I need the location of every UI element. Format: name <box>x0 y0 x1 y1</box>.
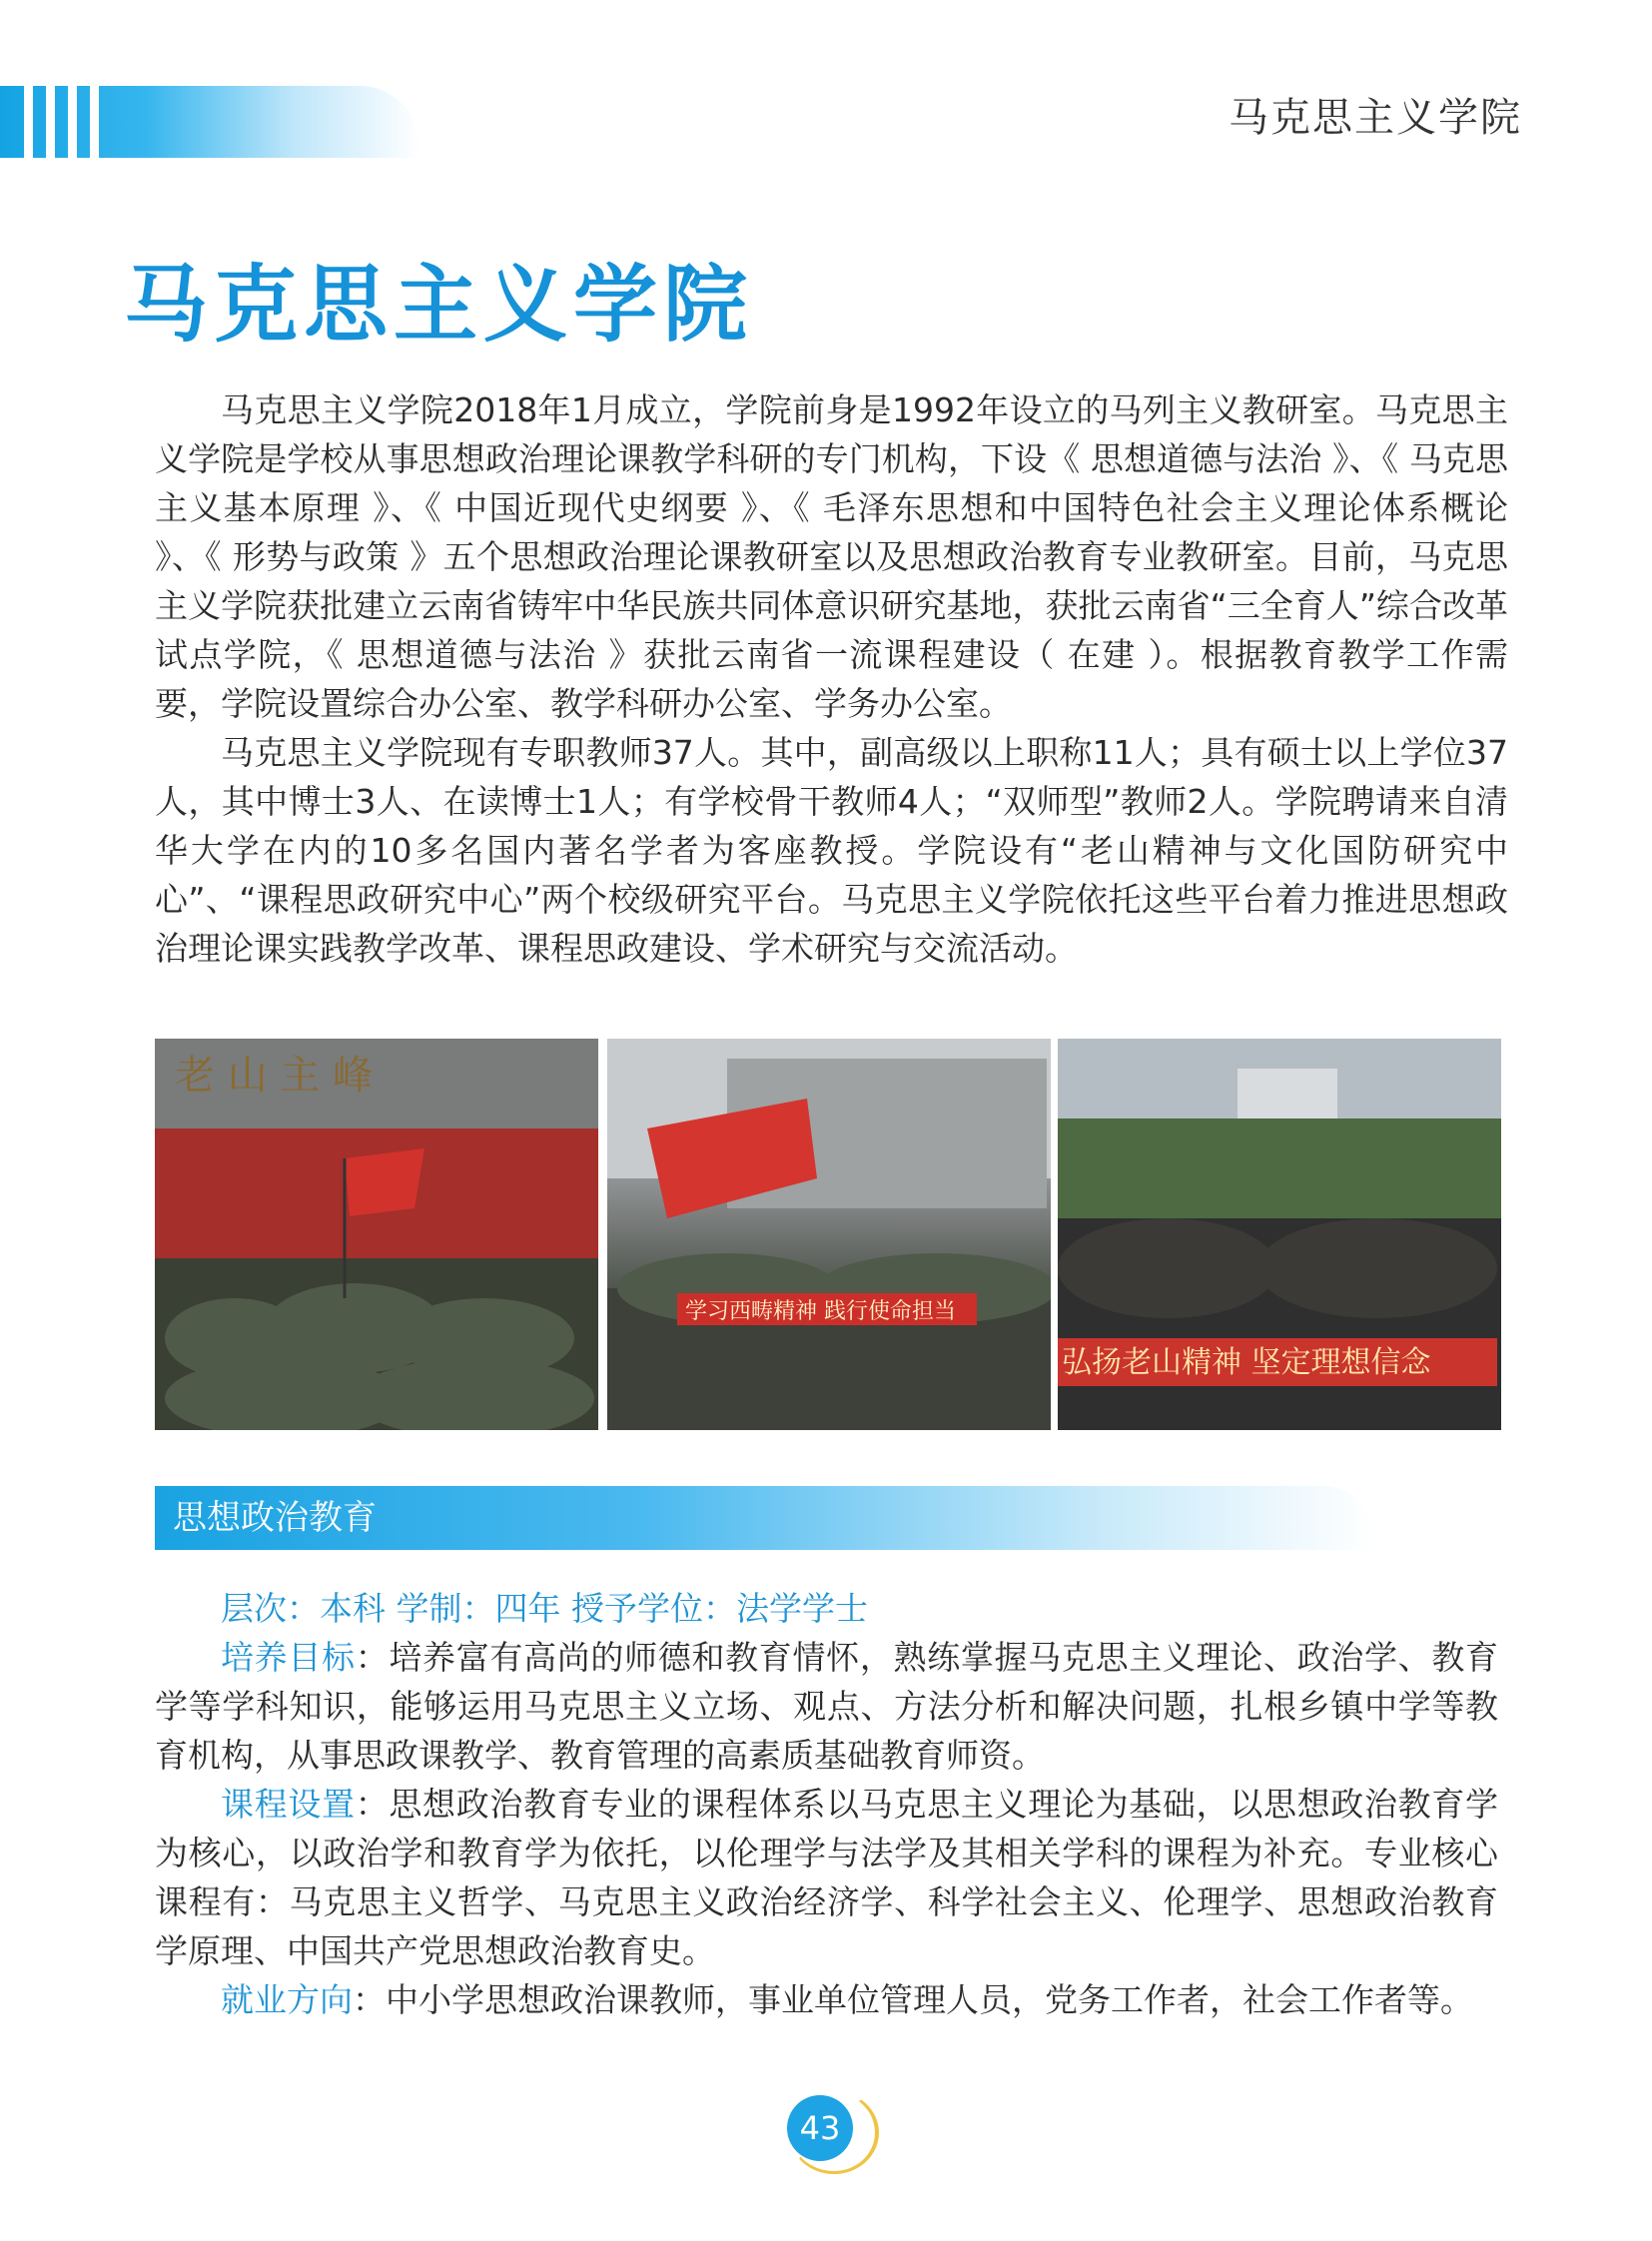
section-body <box>155 1584 1498 2024</box>
intro-paragraph: 马克思主义学院现有专职教师37人。其中，副高级以上职称11人；具有硕士以上学位37人，其中博士3人、在读博士1人；有学校骨干教师4人；“双师型”教师2人。学院聘请来自清华大学在内的10多名国内著名学者为客座教授。学院设有“老山精神与文化国防研究中心”、“课程思政研究中心”两个校级研究平台。马克思主义学院依托这些平台着力推进思想政治理论课实践教学改革、课程思政建设、学术研究与交流活动。 <box>155 733 1508 968</box>
curriculum <box>155 1780 1498 1975</box>
intro-text <box>155 385 1508 973</box>
career-label: 就业方向 <box>221 1980 353 2019</box>
training-goal-label: 培养目标 <box>221 1638 356 1677</box>
training-goal <box>155 1633 1498 1780</box>
section-header <box>155 1486 1373 1550</box>
photo-laoshan-spirit <box>1058 1039 1501 1430</box>
peak-sign: 老 山 主 峰 <box>175 1053 374 1099</box>
page-title: 马克思主义学院 <box>124 256 754 354</box>
career <box>155 1975 1498 2024</box>
photo-strip <box>155 1039 1501 1430</box>
photo3-banner: 弘扬老山精神 坚定理想信念 <box>1062 1345 1431 1380</box>
section-title: 思想政治教育 <box>173 1498 377 1538</box>
header-decoration <box>0 86 419 158</box>
photo-laoshan-peak <box>155 1039 598 1430</box>
curriculum-label: 课程设置 <box>221 1785 356 1824</box>
photo-xichou-spirit <box>607 1039 1051 1430</box>
training-goal-text: ：培养富有高尚的师德和教育情怀，熟练掌握马克思主义理论、政治学、教育学等学科知识，能够运用马克思主义立场、观点、方法分析和解决问题，扎根乡镇中学等教育机构，从事思政课教学、教育管理的高素质基础教育师资。 <box>155 1638 1499 1775</box>
intro-paragraph: 马克思主义学院2018年1月成立，学院前身是1992年设立的马列主义教研室。马克思主义学院是学校从事思想政治理论课教学科研的专门机构，下设《 思想道德与法治 》、《 马克思主义基本原理 》、《 中国近现代史纲要 》、《 毛泽东思想和中国特色社会主义理论体系概论 》、《 形势与政策 》五个思想政治理论课教研室以及思想政治教育专业教研室。目前，马克思主义学院获批建立云南省铸牢中华民族共同体意识研究基地，获批云南省“三全育人”综合改革试点学院，《 思想道德与法治 》获批云南省一流课程建设（ 在建 ）。根据教育教学工作需要，学院设置综合办公室、教学科研办公室、学务办公室。 <box>155 390 1508 723</box>
career-text: ：中小学思想政治课教师，事业单位管理人员，党务工作者，社会工作者等。 <box>353 1980 1473 2019</box>
page-number: 43 <box>787 2095 853 2161</box>
header-title: 马克思主义学院 <box>1229 95 1522 141</box>
program-meta: 层次：本科 学制：四年 授予学位：法学学士 <box>221 1589 868 1628</box>
curriculum-text: ：思想政治教育专业的课程体系以马克思主义理论为基础，以思想政治教育学为核心，以政治学和教育学为依托，以伦理学与法学及其相关学科的课程为补充。专业核心课程有：马克思主义哲学、马克思主义政治经济学、科学社会主义、伦理学、思想政治教育学原理、中国共产党思想政治教育史。 <box>155 1785 1499 1970</box>
photo2-banner: 学习西畴精神 践行使命担当 <box>685 1299 956 1324</box>
